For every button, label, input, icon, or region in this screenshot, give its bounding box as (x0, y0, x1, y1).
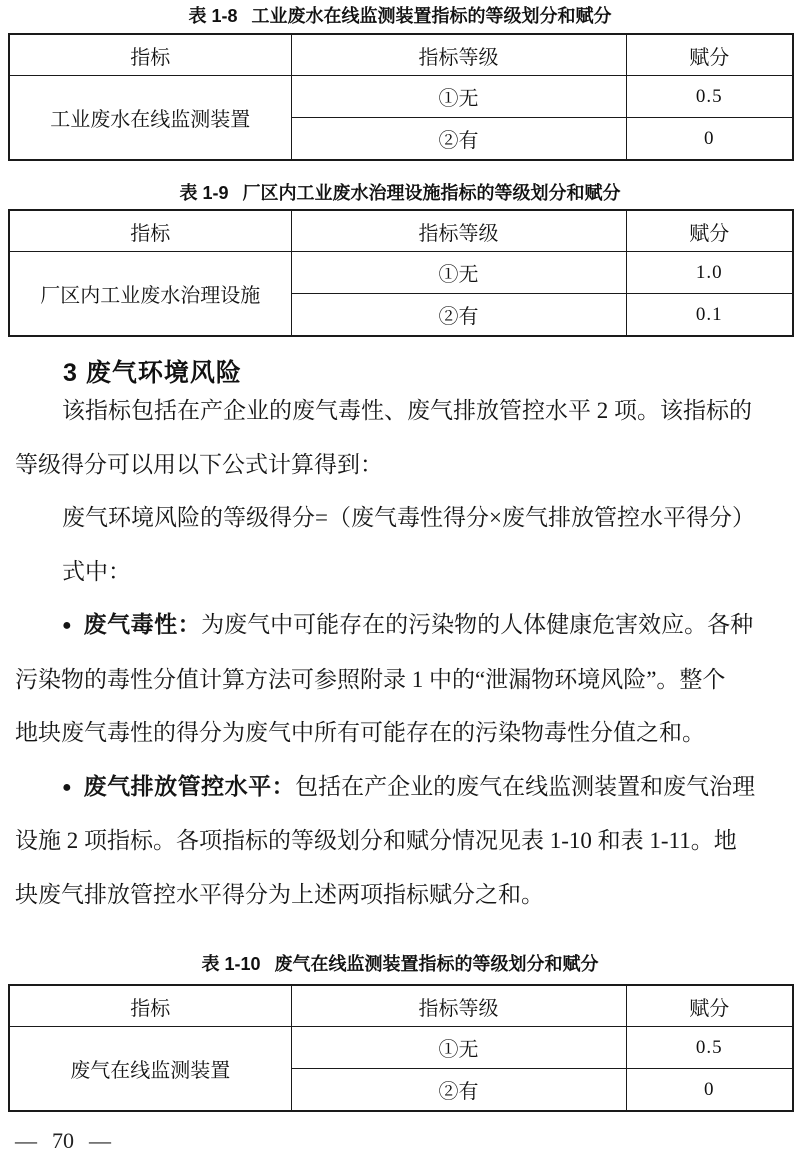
header-indicator: 指标 (9, 210, 291, 252)
header-score: 赋分 (626, 34, 793, 76)
table-1-9-caption: 厂区内工业废水治理设施指标的等级划分和赋分 (242, 183, 621, 203)
cell-grade: ①无 (291, 1027, 626, 1069)
paragraph-line (15, 438, 787, 492)
cell-score: 0 (626, 1069, 793, 1112)
header-score: 赋分 (626, 210, 793, 252)
bullet-term: 废气毒性： (83, 611, 202, 637)
header-grade: 指标等级 (291, 34, 626, 76)
line-text: 废气环境风险的等级得分=（废气毒性得分×废气排放管控水平得分） (62, 505, 755, 530)
line-text: 为废气中可能存在的污染物的人体健康危害效应。各种 (201, 612, 754, 637)
line-text: 等级得分可以用以下公式计算得到： (15, 451, 383, 477)
cell-indicator: 工业废水在线监测装置 (9, 76, 291, 161)
page-number (15, 1128, 111, 1154)
table-1-10-caption: 废气在线监测装置指标的等级划分和赋分 (274, 954, 599, 974)
body-text (15, 384, 787, 921)
formula-line (15, 491, 787, 545)
cell-grade: ①无 (291, 76, 626, 118)
line-text: 该指标包括在产企业的废气毒性、废气排放管控水平 2 项。该指标的 (62, 398, 752, 423)
cell-grade: ①无 (291, 252, 626, 294)
line-text: 地块废气毒性的得分为废气中所有可能存在的污染物毒性分值之和。 (15, 720, 705, 745)
cell-score: 0 (626, 118, 793, 161)
bullet-line (15, 760, 787, 815)
page-number-dash-left: — (15, 1128, 37, 1153)
paragraph-line (15, 814, 787, 868)
cell-score: 0.1 (626, 294, 793, 337)
table-row (9, 76, 793, 118)
paragraph-line (15, 868, 787, 922)
table-1-9-tag: 表 1-9 (179, 183, 229, 203)
table-1-9 (8, 209, 794, 337)
cell-score: 1.0 (626, 252, 793, 294)
cell-score: 0.5 (626, 1027, 793, 1069)
table-row (9, 252, 793, 294)
table-1-10-tag: 表 1-10 (201, 954, 261, 974)
paragraph-line (15, 384, 787, 438)
table-row (9, 1027, 793, 1069)
line-text: 块废气排放管控水平得分为上述两项指标赋分之和。 (15, 881, 544, 907)
section-heading: 3 废气环境风险 (63, 359, 242, 387)
table-row (9, 34, 793, 76)
table-row (9, 985, 793, 1027)
cell-indicator: 厂区内工业废水治理设施 (9, 252, 291, 337)
cell-grade: ②有 (291, 1069, 626, 1112)
bullet-icon: ● (62, 778, 72, 796)
paragraph-line (15, 706, 787, 760)
table-1-9-title (0, 182, 800, 204)
paragraph-line (15, 545, 787, 599)
header-grade: 指标等级 (291, 210, 626, 252)
table-row (9, 210, 793, 252)
line-text: 式中： (62, 558, 131, 584)
table-1-8 (8, 33, 794, 161)
cell-indicator: 废气在线监测装置 (9, 1027, 291, 1112)
cell-score: 0.5 (626, 76, 793, 118)
table-1-8-title (0, 5, 800, 27)
header-indicator: 指标 (9, 34, 291, 76)
table-1-8-caption: 工业废水在线监测装置指标的等级划分和赋分 (251, 6, 612, 26)
header-grade: 指标等级 (291, 985, 626, 1027)
page-number-dash-right: — (89, 1128, 111, 1153)
bullet-icon: ● (62, 617, 72, 634)
bullet-line (15, 598, 787, 653)
table-1-10-title (0, 953, 800, 975)
header-indicator: 指标 (9, 985, 291, 1027)
line-text: 包括在产企业的废气在线监测装置和废气治理 (295, 773, 756, 799)
table-1-10 (8, 984, 794, 1112)
cell-grade: ②有 (291, 118, 626, 161)
line-text: 污染物的毒性分值计算方法可参照附录 1 中的“泄漏物环境风险”。整个 (15, 666, 726, 692)
header-score: 赋分 (626, 985, 793, 1027)
bullet-term: 废气排放管控水平： (83, 772, 296, 799)
paragraph-line (15, 653, 787, 707)
cell-grade: ②有 (291, 294, 626, 337)
table-1-8-tag: 表 1-8 (188, 6, 238, 26)
line-text: 设施 2 项指标。各项指标的等级划分和赋分情况见表 1-10 和表 1-11。地 (15, 828, 737, 853)
page-number-value: 70 (52, 1128, 74, 1153)
